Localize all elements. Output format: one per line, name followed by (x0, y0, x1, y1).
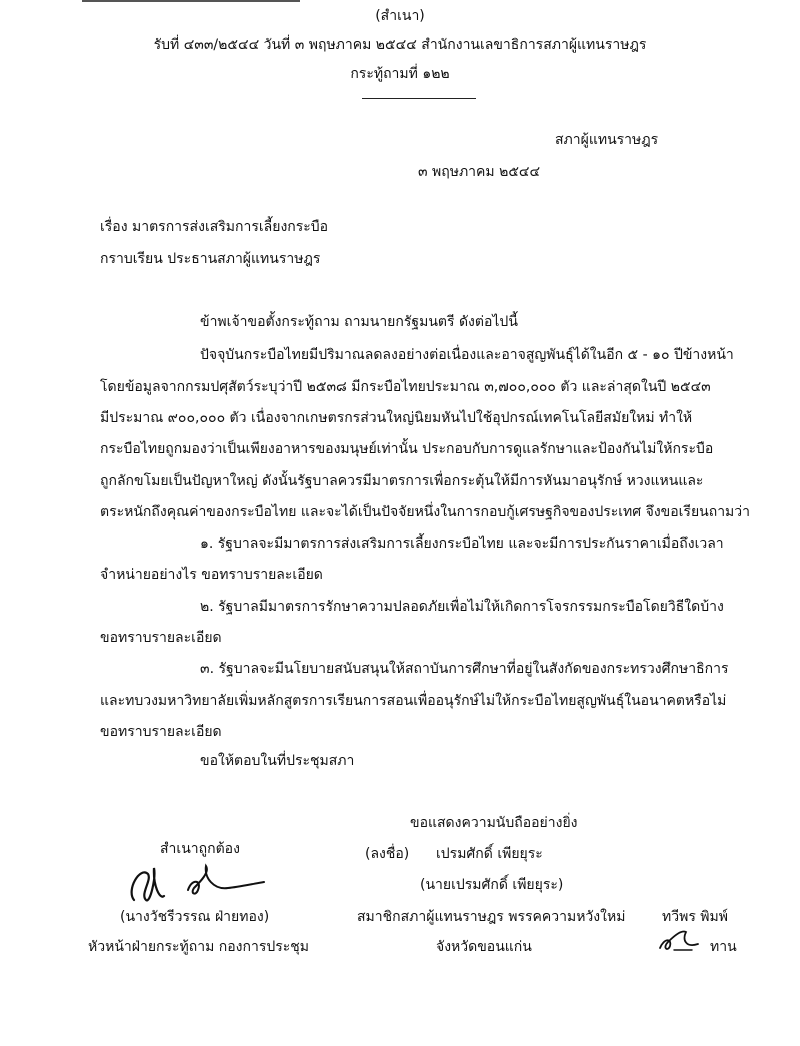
scan-artifact-line (82, 0, 300, 2)
salutation: กราบเรียน ประธานสภาผู้แทนราษฎร (100, 251, 321, 267)
body-line: ปัจจุบันกระบือไทยมีปริมาณลดลงอย่างต่อเนื่องและอาจสูญพันธุ์ได้ในอีก ๕ - ๑๐ ปีข้างหน้า (200, 347, 734, 363)
checker-initials (656, 926, 702, 954)
letter-date: ๓ พฤษภาคม ๒๕๔๔ (418, 164, 541, 180)
signer-name-paren: (นายเปรมศักดิ์ เพียยุระ) (420, 877, 564, 893)
signer-province: จังหวัดขอนแก่น (436, 939, 532, 955)
respect-closing: ขอแสดงความนับถืออย่างยิ่ง (410, 815, 578, 831)
body-line: ถูกลักขโมยเป็นปัญหาใหญ่ ดังนั้นรัฐบาลควรมีมาตรการเพื่อกระตุ้นให้มีการหันมาอนุรักษ์ หวงแหนและ (100, 473, 704, 489)
question-1-line: จำหน่ายอย่างไร ขอทราบรายละเอียด (100, 567, 323, 583)
header-divider (362, 98, 476, 99)
closing-request: ขอให้ตอบในที่ประชุมสภา (200, 753, 355, 769)
question-2-line: ขอทราบรายละเอียด (100, 630, 222, 646)
body-line: ตระหนักถึงคุณค่าของกระบือไทย และจะได้เป็นปัจจัยหนึ่งในการกอบกู้เศรษฐกิจของประเทศ จึงขอเรียนถามว่า (100, 504, 751, 520)
question-2-line: ๒. รัฐบาลมีมาตรการรักษาความปลอดภัยเพื่อไม่ให้เกิดการโจรกรรมกระบือโดยวิธีใดบ้าง (200, 599, 724, 615)
question-3-line: ๓. รัฐบาลจะมีนโยบายสนับสนุนให้สถาบันการศึกษาที่อยู่ในสังกัดของกระทรวงศึกษาธิการ (200, 661, 729, 677)
body-line: มีประมาณ ๙๐๐,๐๐๐ ตัว เนื่องจากเกษตรกรส่วนใหญ่นิยมหันไปใช้อุปกรณ์เทคโนโลยีสมัยใหม่ ทำให้ (100, 410, 693, 426)
sender-organization: สภาผู้แทนราษฎร (555, 132, 659, 148)
receipt-line: รับที่ ๔๓๓/๒๕๔๔ วันที่ ๓ พฤษภาคม ๒๕๔๔ สำนักงานเลขาธิการสภาผู้แทนราษฎร (153, 37, 647, 53)
signer-position: สมาชิกสภาผู้แทนราษฎร พรรคความหวังใหม่ (357, 909, 626, 925)
certifier-name: (นางวัชรีวรรณ ฝ่ายทอง) (120, 909, 270, 925)
subject-line: เรื่อง มาตรการส่งเสริมการเลี้ยงกระบือ (100, 219, 329, 235)
question-3-line: และทบวงมหาวิทยาลัยเพิ่มหลักสูตรการเรียนการสอนเพื่ออนุรักษ์ไม่ให้กระบือไทยสูญพันธุ์ในอนาคตหรือไม่ (100, 693, 727, 709)
signer-name: เปรมศักดิ์ เพียยุระ (436, 846, 543, 862)
checked-label: ทาน (710, 939, 737, 955)
question-number: กระทู้ถามที่ ๑๒๒ (350, 66, 450, 82)
typist-label: ทวีพร พิมพ์ (662, 909, 728, 925)
body-line: กระบือไทยถูกมองว่าเป็นเพียงอาหารของมนุษย์เท่านั้น ประกอบกับการดูแลรักษาและป้องกันไม่ให้กระบือ (100, 441, 714, 457)
copy-label: (สำเนา) (375, 8, 425, 24)
signed-prefix: (ลงชื่อ) (365, 846, 410, 862)
certifier-signature (118, 860, 268, 908)
certified-label: สำเนาถูกต้อง (160, 841, 240, 857)
certifier-position: หัวหน้าฝ่ายกระทู้ถาม กองการประชุม (88, 939, 310, 955)
question-3-line: ขอทราบรายละเอียด (100, 724, 222, 740)
question-1-line: ๑. รัฐบาลจะมีมาตรการส่งเสริมการเลี้ยงกระบือไทย และจะมีการประกันราคาเมื่อถึงเวลา (200, 536, 724, 552)
body-line: โดยข้อมูลจากกรมปศุสัตว์ระบุว่าปี ๒๕๓๘ มีกระบือไทยประมาณ ๓,๗๐๐,๐๐๐ ตัว และล่าสุดในปี ๒๕๔๓ (100, 379, 711, 395)
body-intro: ข้าพเจ้าขอตั้งกระทู้ถาม ถามนายกรัฐมนตรี ดังต่อไปนี้ (200, 314, 518, 330)
